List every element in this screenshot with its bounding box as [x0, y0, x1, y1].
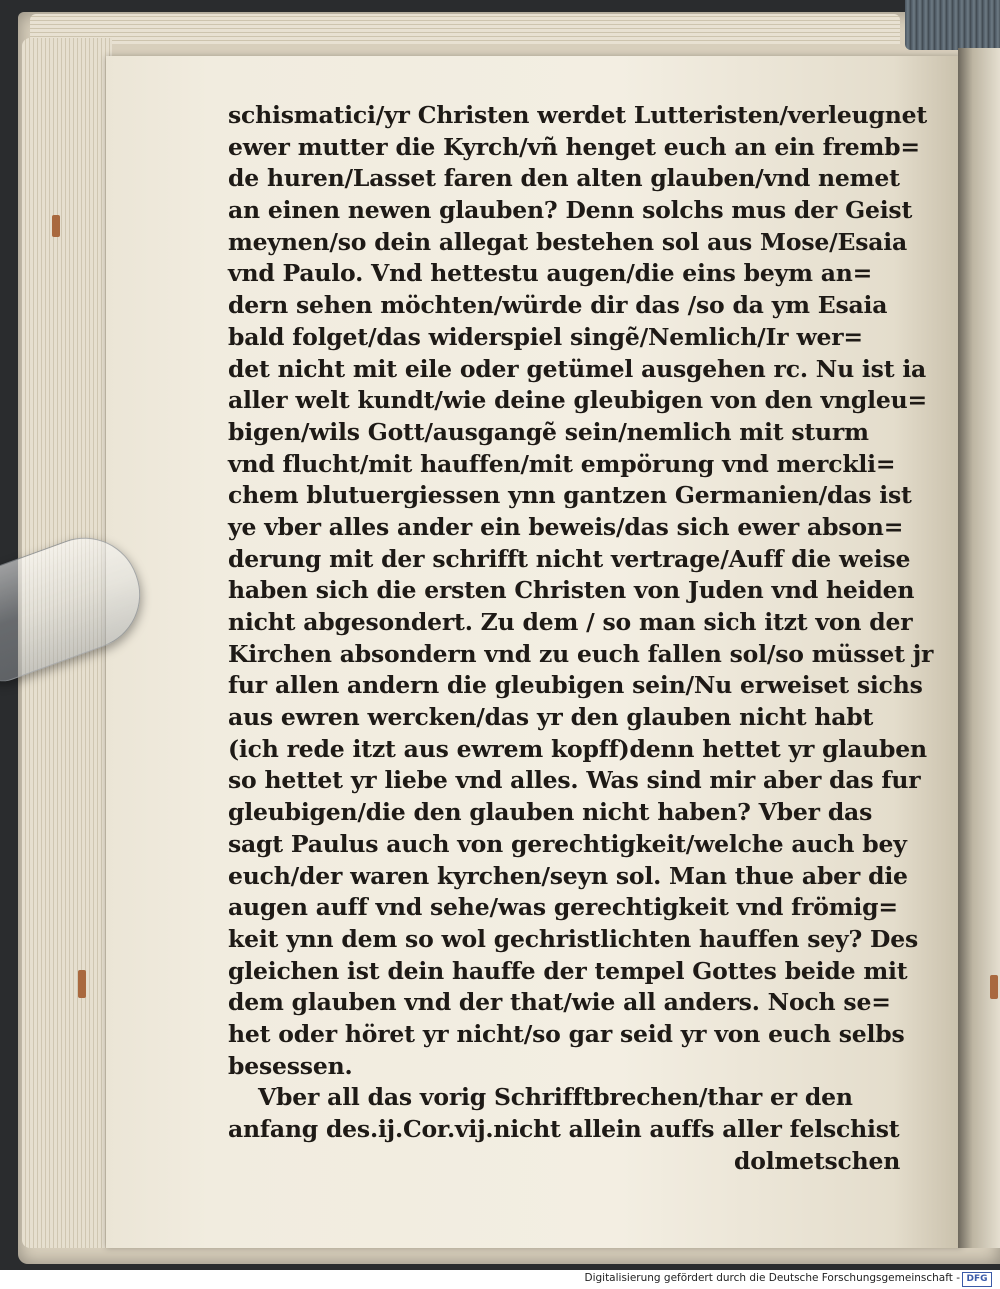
- book-gutter: [958, 48, 1000, 1248]
- text-line: derung mit der schrifft nicht vertrage/Auff die weise: [228, 544, 911, 573]
- dfg-logo-icon: DFG: [962, 1272, 992, 1287]
- text-line: chem blutuergiessen ynn gantzen Germanien/das ist: [228, 481, 912, 510]
- paper-tab-marker: [78, 970, 86, 998]
- text-line: fur allen andern die gleubigen sein/Nu erweiset sichs: [228, 671, 923, 700]
- text-line: dem glauben vnd der that/wie all anders. Noch se=: [228, 988, 891, 1017]
- text-line: het oder höret yr nicht/so gar seid yr von euch selbs: [228, 1019, 905, 1048]
- text-line: bald folget/das widerspiel singẽ/Nemlich/Ir wer=: [228, 322, 863, 351]
- text-line: gleubigen/die den glauben nicht haben? Vber das: [228, 798, 873, 827]
- text-line: ewer mutter die Kyrch/vñ henget euch an ein fremb=: [228, 132, 920, 161]
- text-line: augen auff vnd sehe/was gerechtigkeit vnd frömig=: [228, 893, 898, 922]
- text-line: gleichen ist dein hauffe der tempel Gottes beide mit: [228, 956, 908, 985]
- text-line: meynen/so dein allegat bestehen sol aus Mose/Esaia: [228, 227, 908, 256]
- text-line: an einen newen glauben? Denn solchs mus der Geist: [228, 196, 913, 225]
- text-line: euch/der waren kyrchen/seyn sol. Man thue aber die: [228, 861, 908, 890]
- text-line: schismatici/yr Christen werdet Lutteristen/verleugnet: [228, 101, 928, 129]
- text-line: vnd Paulo. Vnd hettestu augen/die eins beym an=: [228, 259, 873, 288]
- text-line: dern sehen möchten/würde dir das /so da ym Esaia: [228, 291, 888, 320]
- text-line: Kirchen absondern vnd zu euch fallen sol/so müsset jr: [228, 639, 934, 668]
- text-line-paragraph-start: Vber all das vorig Schrifftbrechen/thar er den: [258, 1083, 853, 1112]
- paper-tab-marker: [990, 975, 998, 999]
- text-line: anfang des.ij.Cor.vij.nicht allein auffs aller felschist: [228, 1115, 900, 1143]
- funding-credit: Digitalisierung gefördert durch die Deutsche Forschungsgemeinschaft -: [584, 1272, 960, 1284]
- text-line: haben sich die ersten Christen von Juden vnd heiden: [228, 576, 915, 605]
- text-line: aus ewren wercken/das yr den glauben nicht habt: [228, 703, 874, 732]
- text-line: vnd flucht/mit hauffen/mit empörung vnd merckli=: [228, 449, 896, 478]
- paper-tab-marker: [52, 215, 60, 237]
- text-line: sagt Paulus auch von gerechtigkeit/welche auch bey: [228, 829, 907, 858]
- text-line: (ich rede itzt aus ewrem kopff)denn hettet yr glauben: [228, 734, 927, 763]
- text-line: so hettet yr liebe vnd alles. Was sind mir aber das fur: [228, 766, 921, 795]
- text-line: keit ynn dem so wol gechristlichten hauffen sey? Des: [228, 924, 919, 953]
- text-line: det nicht mit eile oder getümel ausgehen rc. Nu ist ia: [228, 354, 927, 383]
- text-line: besessen.: [228, 1051, 353, 1080]
- text-line: nicht abgesondert. Zu dem / so man sich itzt von der: [228, 608, 913, 636]
- text-line: ye vber alles ander ein beweis/das sich ewer abson=: [228, 512, 904, 541]
- page-text: [228, 100, 934, 1177]
- text-line: aller welt kundt/wie deine gleubigen von den vngleu=: [228, 386, 927, 415]
- catchword: dolmetschen: [734, 1146, 901, 1175]
- top-page-edges: [30, 14, 900, 44]
- opposite-cover-edge: [905, 0, 1000, 50]
- text-line: de huren/Lasset faren den alten glauben/vnd nemet: [228, 164, 900, 193]
- text-line: bigen/wils Gott/ausgangẽ sein/nemlich mit sturm: [228, 417, 869, 446]
